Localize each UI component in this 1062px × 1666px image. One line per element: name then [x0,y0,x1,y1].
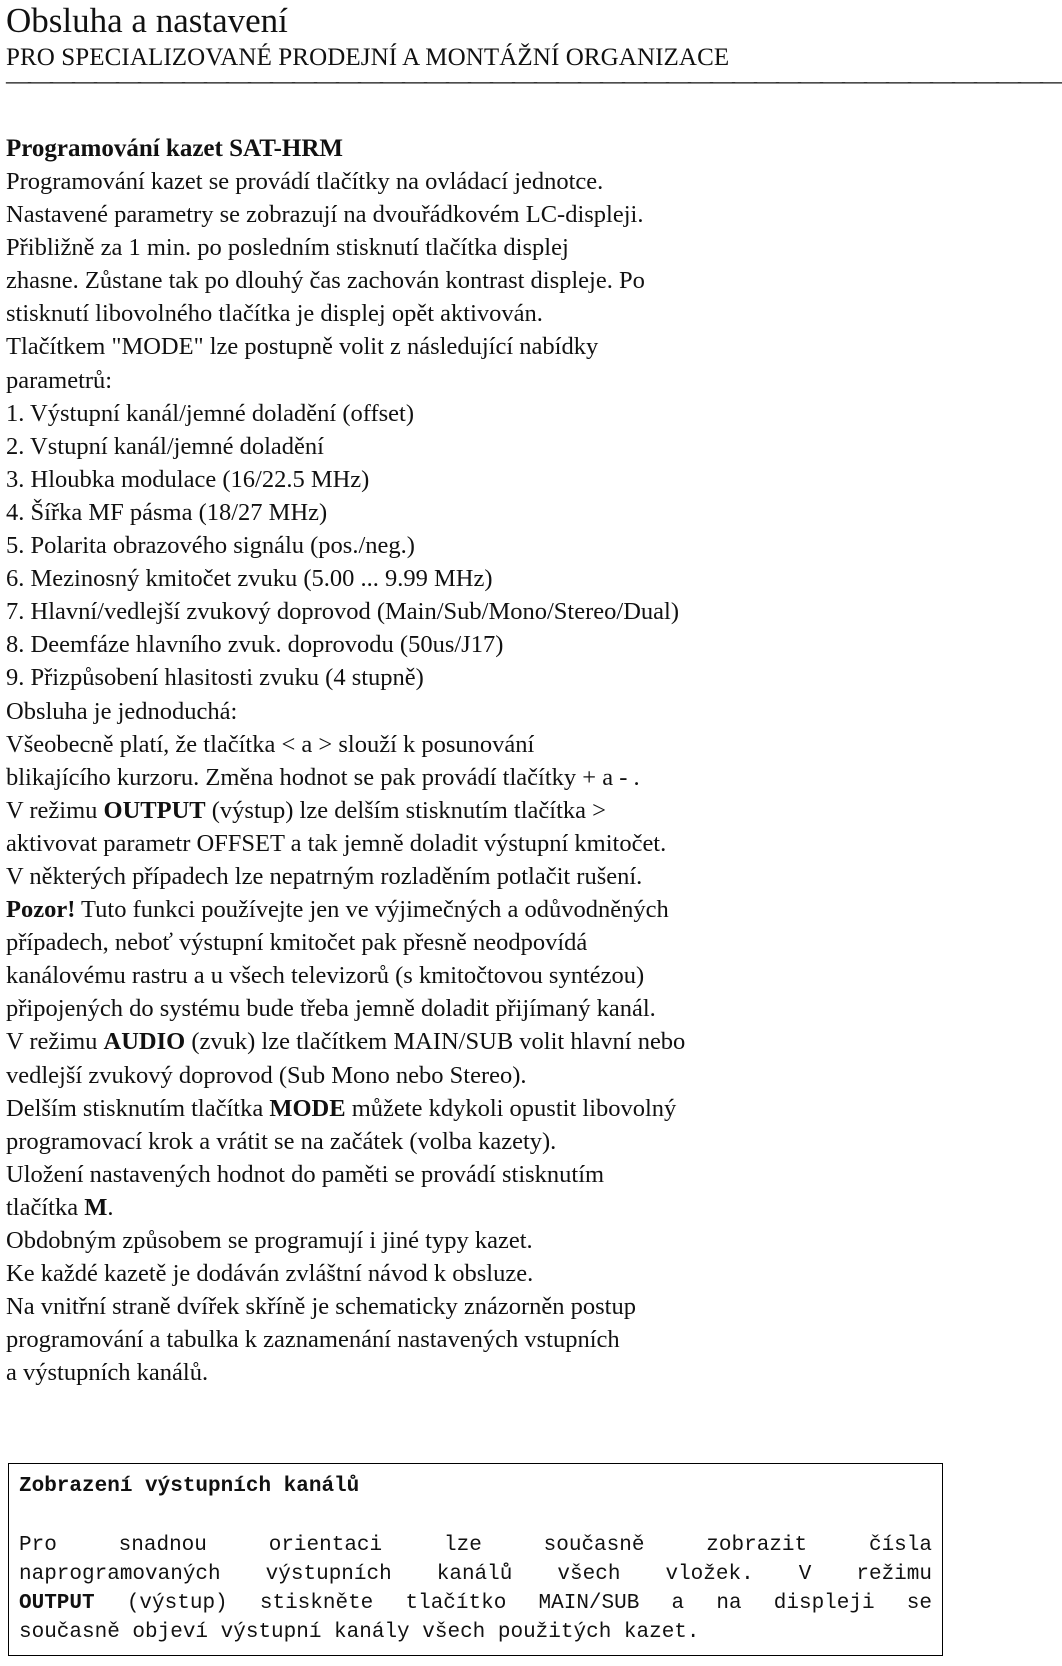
output-line: V některých případech lze nepatrným rozladěním potlačit rušení. [6,862,643,890]
parameter-list-item: 3. Hloubka modulace (16/22.5 MHz) [6,465,370,493]
closing-line: Na vnitřní straně dvířek skříně je schematicky znázorněn postup [6,1293,636,1321]
section-heading: Programování kazet SAT-HRM [6,135,344,162]
warning-line: připojených do systému bude třeba jemně doladit přijímaný kanál. [6,995,656,1023]
save-line: Uložení nastavených hodnot do paměti se provádí stisknutím [6,1160,605,1188]
output-line: aktivovat parametr OFFSET a tak jemně doladit výstupní kmitočet. [6,829,667,857]
box-line: naprogramovaných výstupních kanálů všech vložek. V režimu [19,1563,932,1586]
output-mode-line: V režimu OUTPUT (výstup) lze delším stisknutím tlačítka > [6,796,606,824]
parameter-list-item: 5. Polarita obrazového signálu (pos./neg.) [6,532,415,560]
warning-line: případech, neboť výstupní kmitočet pak přesně neodpovídá [6,929,588,957]
audio-line: vedlejší zvukový doprovod (Sub Mono nebo Stereo). [6,1061,527,1089]
save-line: tlačítka M. [6,1193,114,1221]
page-subtitle: PRO SPECIALIZOVANÉ PRODEJNÍ A MONTÁŽNÍ ORGANIZACE [6,44,730,71]
box-line: OUTPUT (výstup) stiskněte tlačítko MAIN/SUB a na displeji se [19,1592,932,1615]
box-line: současně objeví výstupní kanály všech použitých kazet. [19,1621,700,1644]
intro-line: parametrů: [6,366,113,394]
parameter-list-item: 6. Mezinosný kmitočet zvuku (5.00 ... 9.99 MHz) [6,565,493,593]
memory-keyword: M [84,1193,108,1221]
usage-line: blikajícího kurzoru. Změna hodnot se pak provádí tlačítky + a - . [6,763,640,791]
intro-line: Přibližně za 1 min. po posledním stisknutí tlačítka displej [6,234,569,262]
audio-keyword: AUDIO [103,1028,186,1056]
closing-line: programování a tabulka k zaznamenání nastavených vstupních [6,1326,620,1354]
warning-line: Pozor! Tuto funkci používejte jen ve výjimečných a odůvodněných [6,896,669,924]
parameter-list-item: 9. Přizpůsobení hlasitosti zvuku (4 stupně) [6,664,424,692]
parameter-list-item: 1. Výstupní kanál/jemné doladění (offset) [6,399,415,427]
parameter-list-item: 7. Hlavní/vedlejší zvukový doprovod (Main/Sub/Mono/Stereo/Dual) [6,598,679,626]
intro-line: Tlačítkem "MODE" lze postupně volit z následující nabídky [6,333,599,361]
closing-line: Ke každé kazetě je dodáván zvláštní návod k obsluze. [6,1260,534,1288]
usage-line: Obsluha je jednoduchá: [6,697,238,725]
intro-line: Programování kazet se provádí tlačítky na ovládací jednotce. [6,168,604,195]
document-page [6,0,1062,1389]
header-rule: ———————————————————————————————————————————————— [6,68,1062,95]
warning-keyword: Pozor! [6,896,76,924]
page-title: Obsluha a nastavení [6,1,288,40]
box-text [19,1531,932,1647]
parameter-list-item: 2. Vstupní kanál/jemné doladění [6,432,324,460]
intro-line: zhasne. Zůstane tak po dlouhý čas zachován kontrast displeje. Po [6,267,645,295]
mode-line: programovací krok a vrátit se na začátek (volba kazety). [6,1127,557,1155]
audio-mode-line: V režimu AUDIO (zvuk) lze tlačítkem MAIN/SUB volit hlavní nebo [6,1028,686,1056]
output-keyword: OUTPUT [103,796,206,824]
intro-line: stisknutí libovolného tlačítka je displej opět aktivován. [6,300,543,328]
parameter-list-item: 4. Šířka MF pásma (18/27 MHz) [6,498,328,526]
intro-line: Nastavené parametry se zobrazují na dvouřádkovém LC-displeji. [6,201,644,229]
section-body [6,165,954,1389]
box-output-keyword: OUTPUT [19,1592,95,1615]
parameter-list-item: 8. Deemfáze hlavního zvuk. doprovodu (50us/J17) [6,631,504,659]
box-title: Zobrazení výstupních kanálů [19,1475,360,1498]
closing-line: a výstupních kanálů. [6,1359,209,1387]
warning-line: kanálovému rastru a u všech televizorů (s kmitočtovou syntézou) [6,962,645,990]
usage-line: Všeobecně platí, že tlačítka < a > slouží k posunování [6,730,535,758]
mode-line: Delším stisknutím tlačítka MODE můžete kdykoli opustit libovolný [6,1094,677,1122]
output-channels-box [8,1463,943,1656]
box-line: Pro snadnou orientaci lze současně zobrazit čísla [19,1534,932,1557]
mode-keyword: MODE [269,1094,346,1122]
closing-line: Obdobným způsobem se programují i jiné typy kazet. [6,1227,533,1254]
